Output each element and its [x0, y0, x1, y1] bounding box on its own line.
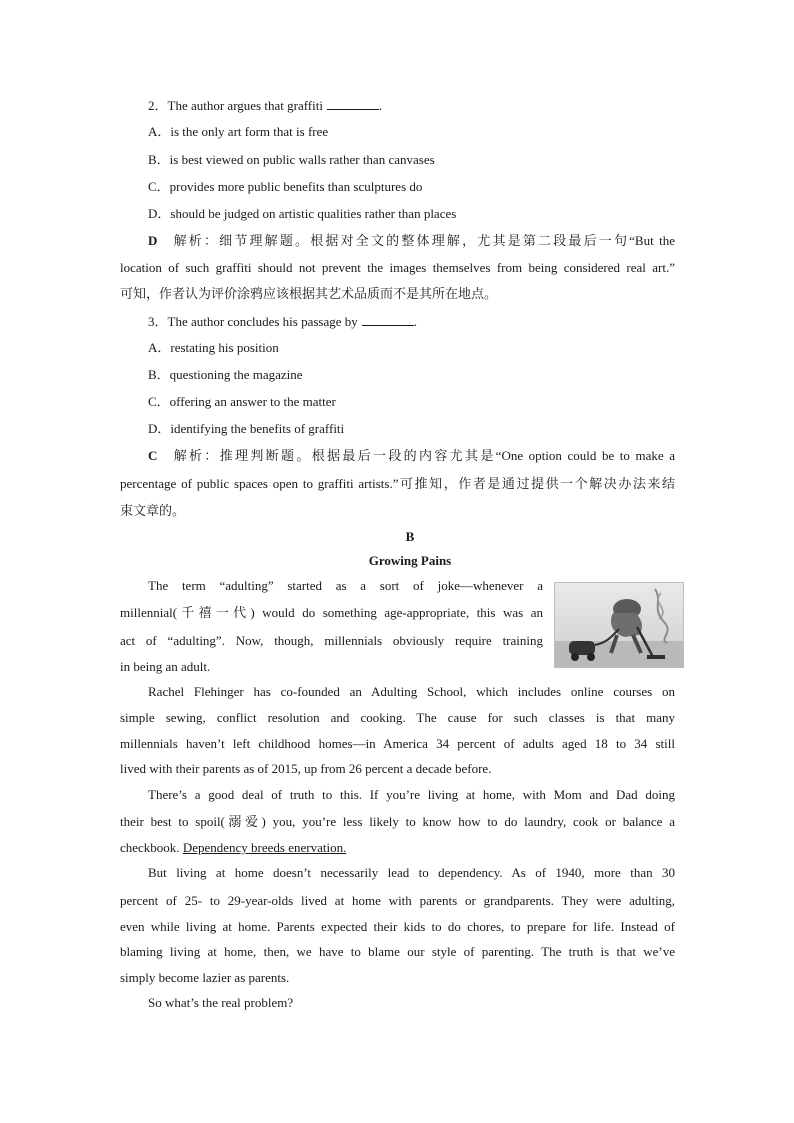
passage-title: Growing Pains: [368, 553, 452, 568]
paragraph-line: lived with their parents as of 2015, up from 26 percent a decade before.: [120, 761, 492, 776]
q2-option-b: B．is best viewed on public walls rather than canvases: [148, 152, 435, 167]
q2-option-d: D．should be judged on artistic qualities rather than places: [148, 206, 457, 221]
q2-stem: 2．The author argues that graffiti .: [148, 98, 383, 113]
section-label: B: [405, 529, 415, 544]
vacuum-cleaner-photo: [554, 582, 684, 668]
paragraph-line: act of “adulting”. Now, though, millennials obviously require training: [120, 633, 543, 648]
paragraph-line: simple sewing, conflict resolution and cooking. The cause for such classes is that many: [120, 710, 675, 725]
paragraph-line: blaming living at home, then, we have to blame our style of parenting. The truth is that we’ve: [120, 944, 675, 959]
paragraph-line: millennial(千禧一代) would do something age-appropriate, this was an: [120, 605, 543, 620]
q2-analysis-line: D 解析：细节理解题。根据对全文的整体理解，尤其是第二段最后一句“But the: [148, 233, 675, 248]
vacuum-cleaner-illustration: [555, 583, 683, 667]
q2-analysis-line: location of such graffiti should not prevent the images themselves from being considered real art.”: [120, 260, 675, 275]
q2-option-c: C．provides more public benefits than sculptures do: [148, 179, 423, 194]
q2-answer: D: [148, 233, 158, 248]
paragraph-line: percent of 25- to 29-year-olds lived at home with parents or grandparents. They were adulting,: [120, 893, 675, 908]
answer-blank: [327, 97, 379, 110]
paragraph-line: The term “adulting” started as a sort of joke—whenever a: [148, 578, 543, 593]
paragraph-line: millennials haven’t left childhood homes—in America 34 percent of adults aged 18 to 34 still: [120, 736, 675, 751]
q3-option-a: A．restating his position: [148, 340, 279, 355]
paragraph-line: Rachel Flehinger has co-founded an Adulting School, which includes online courses on: [148, 684, 675, 699]
paragraph-line: So what’s the real problem?: [148, 995, 294, 1010]
paragraph-line: their best to spoil(溺爱) you, you’re less likely to know how to do laundry, cook or balance a: [120, 814, 675, 829]
paragraph-line: checkbook. Dependency breeds enervation.: [120, 840, 347, 855]
q3-analysis-line: C 解析：推理判断题。根据最后一段的内容尤其是“One option could be to make a: [148, 448, 675, 463]
q3-analysis-line: 束文章的。: [120, 503, 186, 518]
q2-option-a: A．is the only art form that is free: [148, 124, 329, 139]
q3-answer: C: [148, 448, 158, 463]
q3-stem: 3．The author concludes his passage by .: [148, 314, 418, 329]
paragraph-line: in being an adult.: [120, 659, 211, 674]
q3-analysis-line: percentage of public spaces open to graffiti artists.”可推知，作者是通过提供一个解决办法来结: [120, 476, 675, 491]
underlined-sentence: Dependency breeds enervation.: [182, 840, 347, 855]
q3-option-d: D．identifying the benefits of graffiti: [148, 421, 345, 436]
paragraph-line: There’s a good deal of truth to this. If you’re living at home, with Mom and Dad doing: [148, 787, 675, 802]
answer-blank: [362, 313, 414, 326]
q3-option-b: B．questioning the magazine: [148, 367, 303, 382]
q2-analysis-line: 可知，作者认为评价涂鸦应该根据其艺术品质而不是其所在地点。: [120, 286, 498, 301]
q3-option-c: C．offering an answer to the matter: [148, 394, 336, 409]
paragraph-line: even while living at home. Parents expected their kids to do chores, to prepare for life. Instead of: [120, 919, 675, 934]
paragraph-line: But living at home doesn’t necessarily lead to dependency. As of 1940, more than 30: [148, 865, 675, 880]
paragraph-line: simply become lazier as parents.: [120, 970, 290, 985]
